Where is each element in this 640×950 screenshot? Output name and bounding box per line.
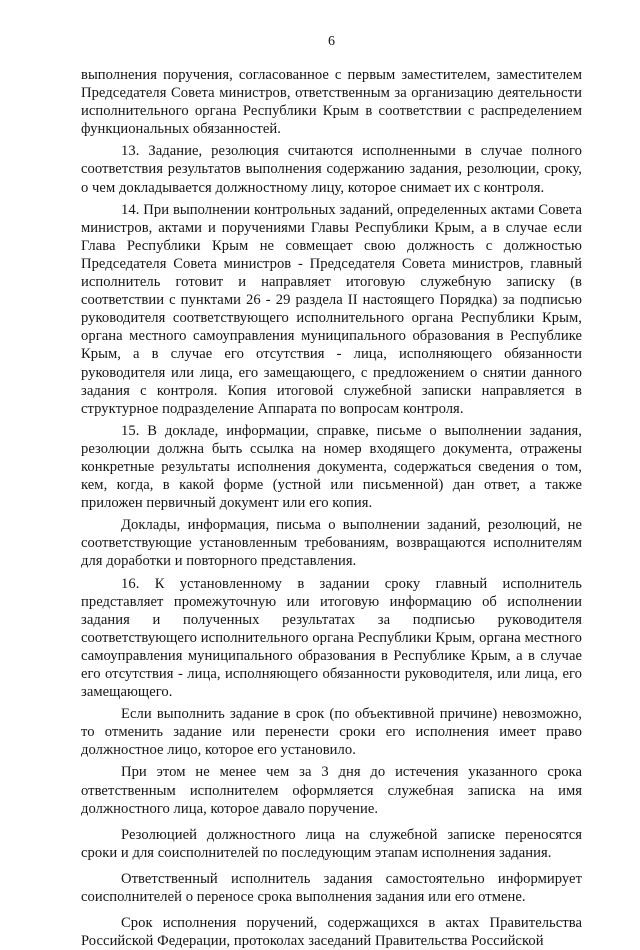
paragraph-reports-returned: Доклады, информация, письма о выполнении заданий, резолюций, не соответствующие установленным требованиям, возвращаются исполнителям для доработки и повторного представления. [81,517,582,570]
paragraph-13: 13. Задание, резолюция считаются исполненными в случае полного соответствия результатов выполнения содержанию задания, резолюции, сроку, о чем докладывается должностному лицу, которое снимает их с контроля. [81,143,582,196]
paragraph-14: 14. При выполнении контрольных заданий, определенных актами Совета министров, актами и поручениями Главы Республики Крым, а в случае если Глава Республики Крым не совмещает свою должность с должностью Председателя Совета министров - Председателя Совета министров, главный исполнитель готовит и направляет итоговую служебную записку (в соответствии с пунктами 26 - 29 раздела II настоящего Порядка) за подписью руководителя соответствующего исполнительного органа Республики Крым, органа местного самоуправления муниципального образования в Республике Крым, а в случае его отсутствия - лица, исполняющего обязанности руководителя или лица, его замещающего, с предложением о снятии данного задания с контроля. Копия итоговой служебной записки направляется в структурное подразделение Аппарата по вопросам контроля. [81,201,582,417]
document-body [81,66,582,950]
paragraph-resolution-transfer: Резолюцией должностного лица на служебной записке переносятся сроки и для соисполнителей по последующим этапам исполнения задания. [81,826,582,861]
paragraph-government-deadline: Срок исполнения поручений, содержащихся в актах Правительства Российской Федерации, протоколах заседаний Правительства Российской [81,915,582,950]
paragraph-16: 16. К установленному в задании сроку главный исполнитель представляет промежуточную или итоговую информацию об исполнении задания и полученных результатах за подписью руководителя соответствующего исполнительного органа Республики Крым, органа местного самоуправления муниципального образования в Республике Крым, а в случае его отсутствия - лица, исполняющего обязанности руководителя, или лица, его замещающего. [81,575,582,701]
paragraph-deadline-impossible: Если выполнить задание в срок (по объективной причине) невозможно, то отменить задание или перенести сроки его исполнения имеет право должностное лицо, которое его установило. [81,706,582,759]
paragraph-15: 15. В докладе, информации, справке, письме о выполнении задания, резолюции должна быть ссылка на номер входящего документа, отражены конкретные результаты исполнения документа, содержаться сведения о том, кем, когда, в какой форме (устной или письменной) дан ответ, а также приложен первичный документ или его копия. [81,422,582,512]
paragraph-three-days-note: При этом не менее чем за 3 дня до истечения указанного срока ответственным исполнителем оформляется служебная записка на имя должностного лица, которое давало поручение. [81,764,582,817]
page-number: 6 [328,34,335,49]
paragraph-continuation: выполнения поручения, согласованное с первым заместителем, заместителем Председателя Совета министров, ответственным за организацию деятельности исполнительного органа Республики Крым в соответствии с распределением функциональных обязанностей. [81,67,582,138]
paragraph-co-executors-info: Ответственный исполнитель задания самостоятельно информирует соисполнителей о переносе срока выполнения задания или его отмене. [81,870,582,906]
